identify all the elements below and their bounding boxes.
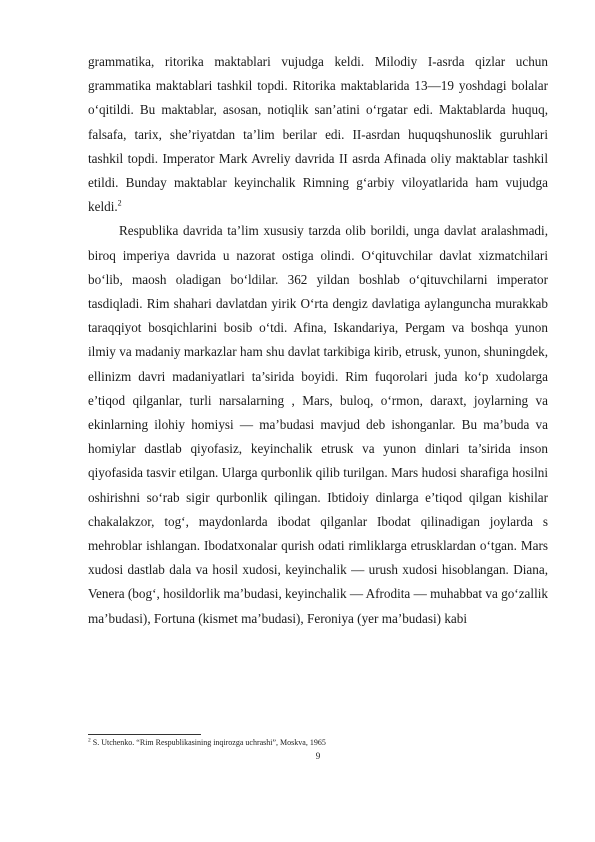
footnote-text: S. Utchenko. “Rim Respublikasining inqirozga uchrashi”, Moskva, 1965	[90, 738, 326, 747]
paragraph-1	[88, 50, 548, 219]
body-text	[88, 50, 548, 631]
paragraph-2: Respublika davrida ta’lim xususiy tarzda olib borildi, unga davlat aralashmadi, biroq imperiya davrida u nazorat ostiga olindi. O‘qituvchilar davlat xizmatchilari bo‘lib, maosh oladigan bo‘ldilar. 362 yildan boshlab o‘qituvchilarni imperator tasdiqladi. Rim shahari davlatdan yirik O‘rta dengiz davlatiga aylanguncha murakkab taraqqiyot bosqichlarini bosib o‘tdi. Afina, Iskandariya, Pergam va boshqa yunon ilmiy va madaniy markazlar ham shu davlat tarkibiga kirib, etrusk, yunon, shuningdek, ellinizm davri madaniyatlari ta’sirida boyidi. Rim fuqorolari juda ko‘p xudolarga e’tiqod qilganlar, turli narsalarning , Mars, buloq, o‘rmon, daraxt, joylarning va ekinlarning ilohiy homiysi — ma’budasi mavjud deb ishonganlar. Bu ma’buda va homiylar dastlab qiyofasiz, keyinchalik etrusk va yunon dinlari ta’sirida inson qiyofasida tasvir etilgan. Ularga qurbonlik qilib turilgan. Mars hudosi sharafiga hosilni oshirishni so‘rab sigir qurbonlik qilingan. Ibtidoiy dinlarga e’tiqod qilgan kishilar chakalakzor, tog‘, maydonlarda ibodat qilganlar Ibodat qilinadigan joylarda s mehroblar ishlangan. Ibodatxonalar qurish odati rimliklarga etrusklardan o‘tgan. Mars xudosi dastlab dala va hosil xudosi, keyinchalik — urush xudosi hisoblangan. Diana, Venera (bog‘, hosildorlik ma’budasi, keyinchalik — Afrodita — muhabbat va go‘zallik ma’budasi), Fortuna (kismet ma’budasi), Feroniya (yer ma’budasi) kabi	[88, 223, 548, 626]
paragraph-1-text: grammatika, ritorika maktablari vujudga keldi. Milodiy I-asrda qizlar uchun grammatika maktablari tashkil topdi. Ritorika maktablarida 13—19 yoshdagi bolalar o‘qitildi. Bu maktablar, asosan, notiqlik san’atini o‘rgatar edi. Maktablarda huquq, falsafa, tarix, she’riyatdan ta’lim berilar edi. II-asrdan huquqshunoslik guruhlari tashkil topdi. Imperator Mark Avreliy davrida II asrda Afinada oliy maktablar tashkil etildi. Bunday maktablar keyinchalik Rimning g‘arbiy viloyatlarida ham vujudga keldi.	[88, 54, 548, 215]
footnote-divider	[88, 734, 201, 735]
page-number: 9	[315, 751, 321, 761]
footnote-reference[interactable]: 2	[117, 198, 122, 208]
footnote	[88, 738, 548, 748]
footnote-number: 2	[88, 737, 91, 744]
